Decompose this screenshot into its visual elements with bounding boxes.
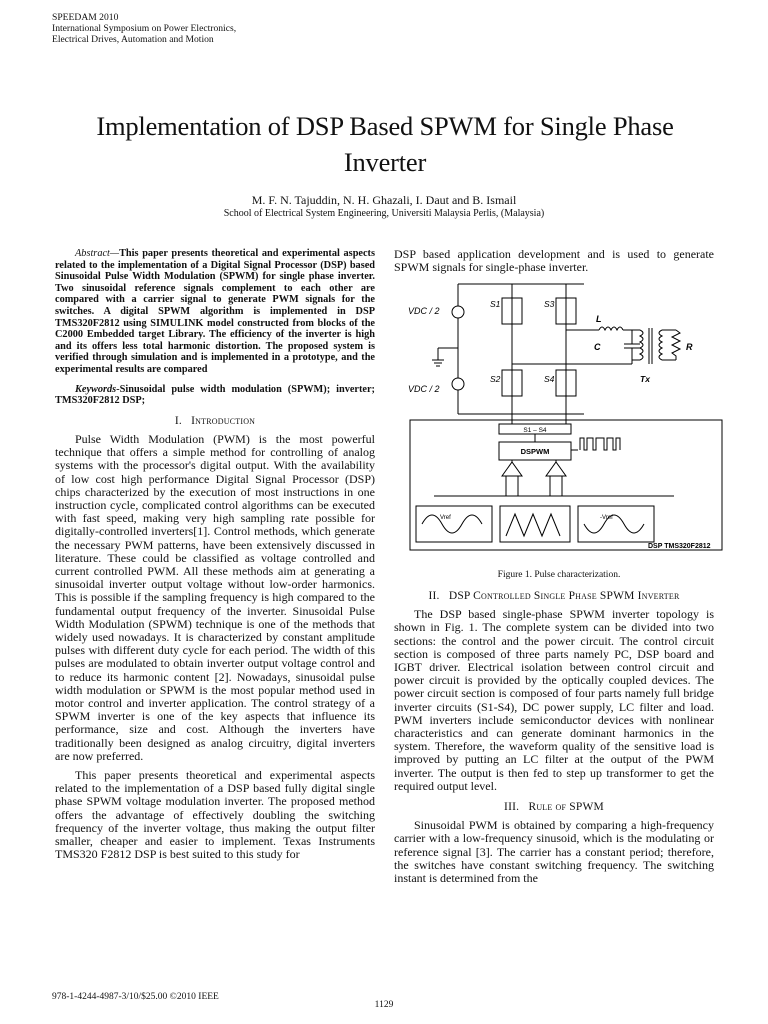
bus-label: S1 – S4	[523, 427, 547, 434]
rule-paragraph-1: Sinusoidal PWM is obtained by comparing a high-frequency carrier with a low-frequency sinusoid, which is the modulating or reference signal [3]. The carrier has a constant period; therefore, the switches have constant switching frequency. The switching instant is determined from the	[394, 818, 714, 886]
paper-affiliation: School of Electrical System Engineering, Universiti Malaysia Perlis, (Malaysia)	[223, 208, 545, 219]
left-column	[55, 248, 375, 861]
paper-authors: M. F. N. Tajuddin, N. H. Ghazali, I. Daut and B. Ismail	[251, 193, 517, 207]
section-number: III.	[504, 801, 520, 814]
paper-title: Implementation of DSP Based SPWM for Single Phase Inverter	[96, 111, 674, 177]
switch-s2-label: S2	[490, 374, 501, 384]
intro-paragraph-1: Pulse Width Modulation (PWM) is the most powerful technique that offers a simple method for controlling of analog systems with the processor's digital output. With the availability of low cost high performance Digital Signal Processor (DSP) chips characterized by the execution of most instructions in one instruction cycle, complicated control algorithms can be executed with fast speed, making very high sampling rate possible for digitally-controlled inverters[1]. Control methods, which generate the necessary PWM patterns, have been extensively discussed in literature. These could be classified as voltage controlled and current controlled PWM. All these methods aim at generating a sinusoidal inverter output voltage without low-order harmonics. This is possible if the sampling frequency is high compared to the fundamental output frequency of the inverter. Sinusoidal Pulse Width Modulation (SPWM) technique is one of the methods that widely used nowadays. It is characterized by constant amplitude pulses with different duty cycle for each period. The width of this pulses are modulated to obtain inverter output voltage control and to reduce its harmonic content [2]. Nowadays, sinusoidal pulse width modulation or SPWM is the most popular method used in motor control and inverter application. The control strategy of a SPWM inverter is one of the key aspects that influence its performance, size and cost. Although the inverters have traditionally been designed as analog circuitry, digital inverters are now preferred.	[55, 431, 375, 763]
keywords-text: Sinusoidal pulse width modulation (SPWM); inverter; TMS320F2812 DSP;	[55, 383, 375, 407]
dspwm-label: DSPWM	[520, 447, 550, 456]
switch-s1-label: S1	[490, 299, 501, 309]
vdc-bottom-label: VDC / 2	[408, 384, 440, 394]
abstract-text: This paper presents theoretical and experimental aspects related to the implementation of a Digital Signal Processor (DSP) based Sinusoidal Pulse Width Modulation (SPWM) for single phase inverter. Two sinusoidal reference signals complement to each other are compared with a carrier signal to generate PWM signals for the switches. A digital SPWM algorithm is implemented in DSP TMS320F2812 using SIMULINK model constructed from blocks of the C2000 Embedded target Library. The efficiency of the inverter is high and its offers less total harmonic distortion. The proposed system is verified through simulation and is implemented in a prototype, and the experimental results are compared	[55, 248, 375, 375]
conference-header	[52, 12, 236, 45]
switch-s3-label: S3	[544, 299, 555, 309]
board-label: DSP TMS320F2812	[648, 543, 711, 550]
abstract	[55, 248, 375, 376]
section-heading-rule	[394, 801, 714, 814]
section-heading-dsp	[394, 590, 714, 603]
transformer-label: Tx	[640, 374, 650, 384]
section-number: I.	[174, 414, 182, 427]
keywords-label: Keywords-	[75, 383, 120, 395]
right-column-top	[394, 248, 714, 274]
resistor-label: R	[686, 342, 693, 352]
figure-caption: Figure 1. Pulse characterization.	[497, 570, 621, 580]
section-title: Introduction	[191, 414, 256, 427]
right-paragraph-continued: DSP based application development and is used to generate SPWM signals for single-phase inverter.	[394, 247, 714, 275]
vdc-top-label: VDC / 2	[408, 306, 440, 316]
symposium-line-1: International Symposium on Power Electronics,	[52, 23, 237, 34]
vref-neg-label: -Vref	[600, 515, 613, 521]
keywords	[55, 384, 375, 407]
section-number: II.	[428, 590, 440, 602]
intro-paragraph-2: This paper presents theoretical and experimental aspects related to the implementation of a DSP based fully digital single phase SPWM voltage modulation inverter. The proposed method offers the advantage of effectively doubling the switching frequency of the inverter voltage, thus making the output filter smaller, cheaper and easier to implement. Texas Instruments TMS320 F2812 DSP is best suited to this study for	[55, 768, 375, 862]
right-column-bottom	[394, 590, 714, 885]
vref-pos-label: Vref	[440, 515, 451, 521]
footer-isbn: 978-1-4244-4987-3/10/$25.00 ©2010 IEEE	[52, 992, 219, 1002]
symposium-line-2: Electrical Drives, Automation and Motion	[52, 34, 214, 45]
pulse-characterization-diagram	[394, 274, 724, 564]
conference-name: SPEEDAM 2010	[52, 12, 119, 23]
switch-s4-label: S4	[544, 374, 555, 384]
inductor-label: L	[596, 314, 602, 324]
section-heading-introduction	[55, 415, 375, 428]
section-title: DSP Controlled Single Phase SPWM Inverter	[448, 590, 680, 602]
abstract-label: Abstract—	[75, 248, 120, 259]
dsp-paragraph-1: The DSP based single-phase SPWM inverter topology is shown in Fig. 1. The complete system can be divided into two sections: the control and the power circuit. The control circuit section is composed of three parts namely PC, DSP board and IGBT driver. Electrical isolation between control circuit and power circuit is provided by the optically coupled devices. The power circuit section is composed of four parts namely full bridge inverter circuits (S1-S4), DC power supply, LC filter and load. PWM inverters include semiconductor devices with nonlinear characteristics and can generate dominant harmonics in the system. Therefore, the waveform quality of the sensitive load is improved by putting an LC filter at the output of the PWM inverter. The output is then fed to step up transformer to get the required output level.	[394, 607, 714, 793]
page-number: 1129	[374, 1000, 394, 1010]
figure-1	[394, 274, 724, 564]
capacitor-label: C	[594, 342, 601, 352]
section-title: Rule of SPWM	[528, 801, 604, 814]
